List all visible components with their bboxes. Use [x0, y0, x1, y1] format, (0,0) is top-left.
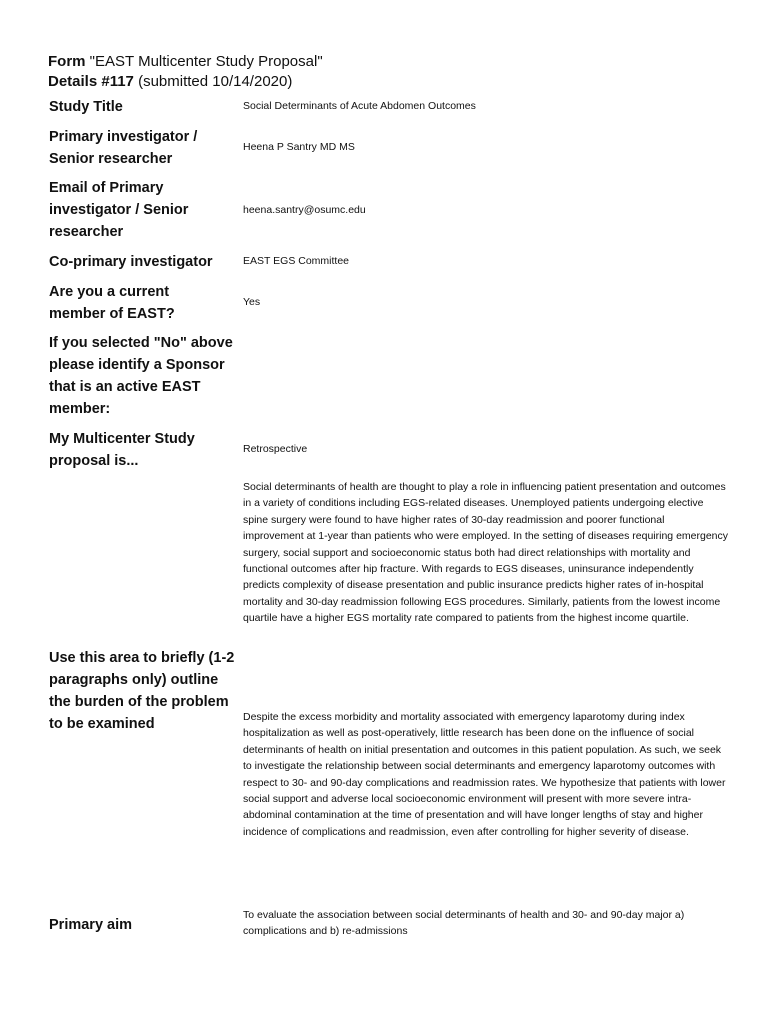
co-primary-investigator-label: Co-primary investigator — [49, 254, 213, 270]
email-value: heena.santry@osumc.edu — [243, 204, 366, 216]
east-member-value: Yes — [243, 296, 261, 308]
sponsor-label: If you selected "No" above please identify a Sponsor that is an active EAST member: — [49, 335, 233, 417]
proposal-type-label: My Multicenter Study proposal is... — [49, 431, 195, 469]
form-name: "EAST Multicenter Study Proposal" — [89, 53, 323, 70]
submitted-date: (submitted 10/14/2020) — [138, 73, 293, 90]
burden-label: Use this area to briefly (1-2 paragraphs only) outline the burden of the problem to be examined — [49, 650, 235, 732]
primary-aim-value: To evaluate the association between social determinants of health and 30- and 90-day major a) complications and b) re-admissions — [243, 909, 685, 938]
study-title-label: Study Title — [49, 99, 123, 115]
primary-investigator-value: Heena P Santry MD MS — [243, 141, 355, 153]
proposal-type-value: Retrospective — [243, 443, 308, 455]
burden-paragraph-1: Social determinants of health are thought to play a role in influencing patient presentation and outcomes in a variety of conditions including EGS-related diseases. Unemployed patients undergoing elective spine surgery were found to have higher rates of 30-day readmission and poorer functional improvement at 1-year than patients who were employed. In the setting of diseases requiring emergency surgery, social support and socioeconomic status both had direct relationships with mortality and functional outcomes after hip fracture. With regards to EGS diseases, uninsurance independently predicts complexity of disease presentation and public insurance predicts higher rates of in-hospital mortality and 30-day readmission following EGS procedures. Similarly, patients from the lowest income quartile have a higher EGS mortality rate compared to patients from the highest income quartile. — [243, 481, 729, 625]
email-label: Email of Primary investigator / Senior researcher — [49, 180, 189, 240]
details-label: Details #117 — [48, 73, 134, 90]
form-header — [48, 52, 323, 92]
primary-aim-label: Primary aim — [49, 917, 133, 933]
form-label: Form — [48, 53, 86, 70]
burden-paragraph-2: Despite the excess morbidity and mortality associated with emergency laparotomy during index hospitalization as well as post-operatively, little research has been done on the influence of social determinants of health on initial presentation and outcomes in this patient population. As such, we seek to investigate the relationship between social determinants and emergency laparotomy outcomes with respect to 30- and 90-day complications and readmission rates. We hypothesize that patients with lower social support and adverse local socioeconomic environment will present with more severe intra-abdominal contamination at the time of presentation and will have longer lengths of stay and higher incidence of complications and readmission, even after controlling for higher severity of disease. — [243, 711, 726, 838]
details-line — [48, 72, 323, 92]
study-title-value: Social Determinants of Acute Abdomen Outcomes — [243, 100, 476, 112]
east-member-label: Are you a current member of EAST? — [49, 284, 175, 322]
form-title-line — [48, 52, 323, 72]
co-primary-investigator-value: EAST EGS Committee — [243, 255, 350, 267]
primary-investigator-label: Primary investigator / Senior researcher — [49, 129, 198, 167]
